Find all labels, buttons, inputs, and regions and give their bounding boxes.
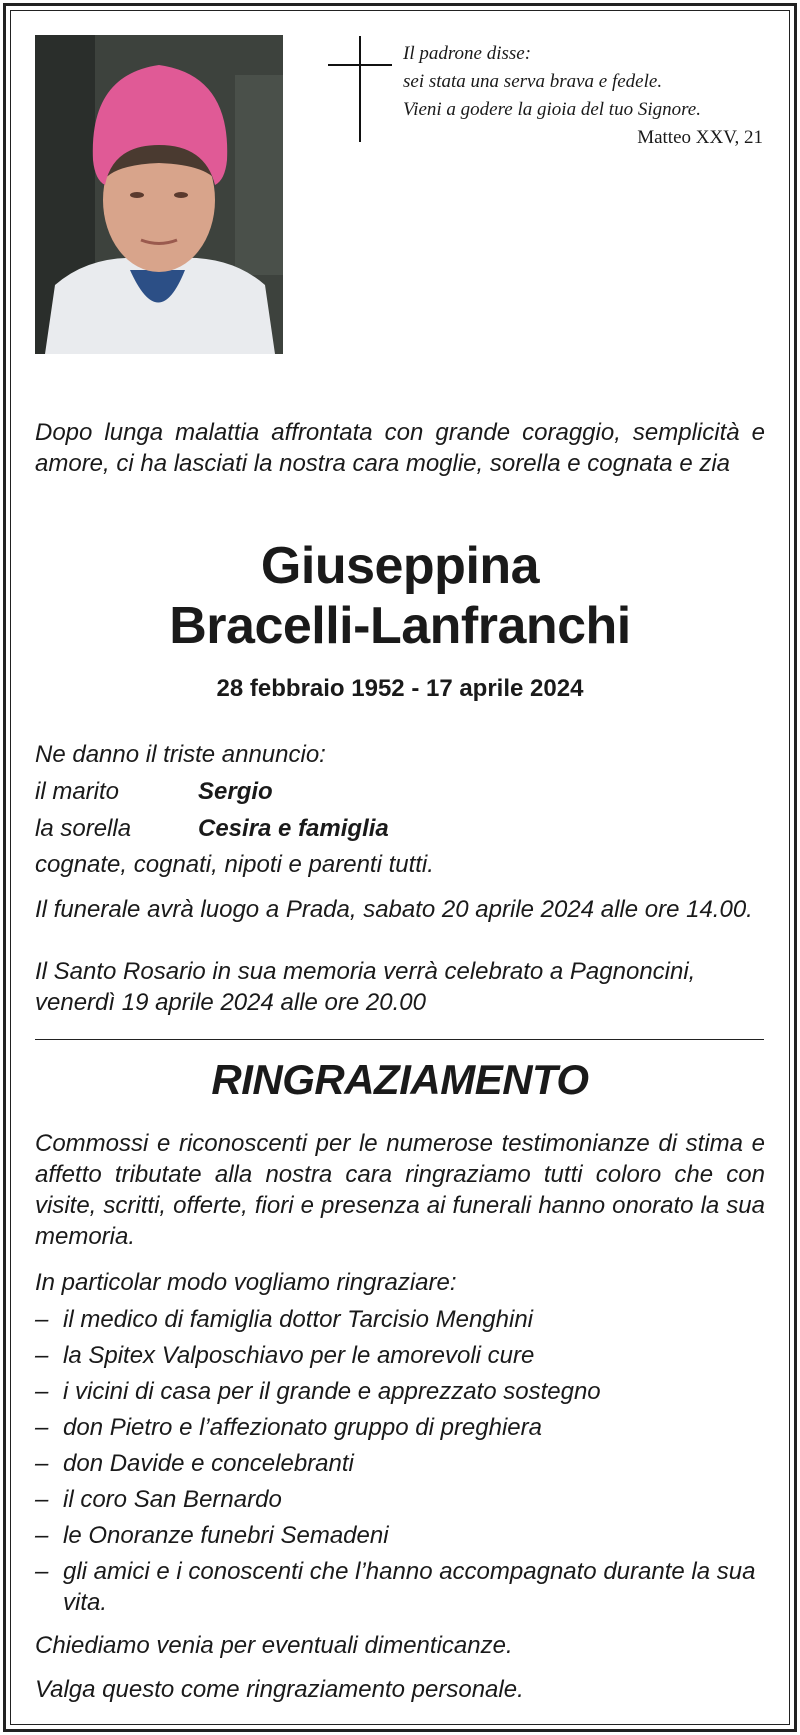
thanks-list [35, 1304, 765, 1623]
thanks-list-lead: In particolar modo vogliamo ringraziare: [35, 1269, 457, 1296]
other-relatives: cognate, cognati, nipoti e parenti tutti. [35, 851, 434, 878]
relative-name: Cesira e famiglia [198, 815, 389, 842]
list-item: – la Spitex Valposchiavo per le amorevoli cure [35, 1342, 535, 1369]
bible-verse [403, 40, 763, 152]
verse-line: Il padrone disse: [403, 43, 532, 64]
verse-line: sei stata una serva brava e fedele. [403, 71, 663, 92]
verse-line: Vieni a godere la gioia del tuo Signore. [403, 99, 701, 120]
deceased-name [0, 536, 800, 656]
list-item: – i vicini di casa per il grande e apprezzato sostegno [35, 1378, 601, 1405]
list-item: – don Davide e concelebranti [35, 1450, 354, 1477]
first-name: Giuseppina [260, 537, 540, 595]
last-name: Bracelli-Lanfranchi [169, 597, 631, 655]
rosary-info: Il Santo Rosario in sua memoria verrà celebrato a Pagnoncini, venerdì 19 aprile 2024 alle ore 20.00 [35, 958, 696, 1016]
thanks-text: Commossi e riconoscenti per le numerose testimonianze di stima e affetto tributate alla nostra cara ringraziamo tutti coloro che con visite, scritti, offerte, fiori e presenza ai funerali hanno onorato la sua memoria. [35, 1130, 765, 1250]
portrait-photo [35, 35, 283, 354]
relative-name: Sergio [198, 778, 273, 805]
relative-row [35, 813, 765, 844]
section-divider [35, 1039, 764, 1040]
apology-text: Chiediamo venia per eventuali dimenticanze. [35, 1632, 513, 1659]
list-item: – le Onoranze funebri Semadeni [35, 1522, 389, 1549]
intro-text: Dopo lunga malattia affrontata con grande coraggio, semplicità e amore, ci ha lasciati la nostra cara moglie, sorella e cognata e zia [35, 419, 765, 477]
relative-row [35, 776, 765, 807]
cross-icon [328, 36, 392, 142]
announcement-lead: Ne danno il triste annuncio: [35, 741, 326, 768]
list-item: – il coro San Bernardo [35, 1486, 282, 1513]
verse-reference: Matteo XXV, 21 [637, 127, 763, 148]
relation-label: la sorella [35, 815, 132, 842]
list-item: – gli amici e i conoscenti che l’hanno accompagnato durante la sua vita. [35, 1558, 756, 1616]
thanks-heading: RINGRAZIAMENTO [211, 1056, 589, 1103]
funeral-info: Il funerale avrà luogo a Prada, sabato 20 aprile 2024 alle ore 14.00. [35, 896, 753, 923]
relation-label: il marito [35, 778, 120, 805]
life-dates: 28 febbraio 1952 - 17 aprile 2024 [216, 675, 584, 702]
list-item: – don Pietro e l’affezionato gruppo di preghiera [35, 1414, 542, 1441]
list-item: – il medico di famiglia dottor Tarcisio Menghini [35, 1306, 533, 1333]
closing-text: Valga questo come ringraziamento personale. [35, 1676, 524, 1703]
